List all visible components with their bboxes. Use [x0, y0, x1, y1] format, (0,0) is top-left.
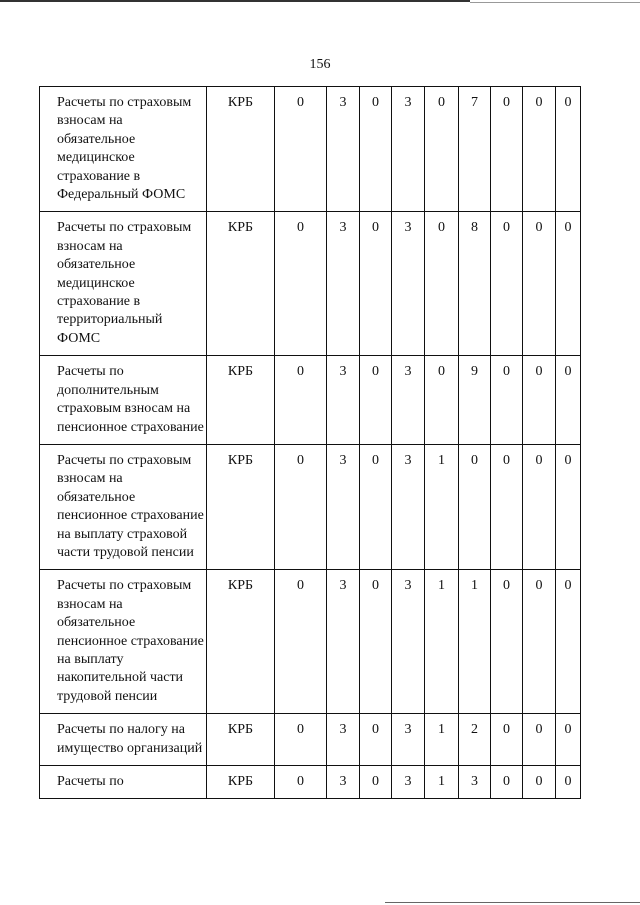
digit-cell: 0	[556, 356, 581, 445]
digit-cell: 0	[360, 570, 392, 714]
digit-cell: 1	[425, 570, 459, 714]
digit-cell: 0	[275, 212, 327, 356]
digit-cell: 3	[392, 212, 425, 356]
digit-cell: 0	[425, 212, 459, 356]
account-name-cell: Расчеты по страховым взносам на обязательное медицинское страхование в Федеральный ФОМС	[40, 87, 207, 212]
table-row	[40, 444, 581, 569]
digit-cell: 0	[556, 212, 581, 356]
digit-cell: 7	[459, 87, 491, 212]
digit-cell: 3	[392, 766, 425, 799]
table-row	[40, 212, 581, 356]
digit-cell: 0	[491, 212, 523, 356]
digit-cell: 0	[491, 356, 523, 445]
account-name-cell: Расчеты по налогу на имущество организаций	[40, 714, 207, 766]
digit-cell: 1	[425, 766, 459, 799]
table-row	[40, 570, 581, 714]
digit-cell: 0	[523, 356, 556, 445]
account-name-cell: Расчеты по страховым взносам на обязательное пенсионное страхование на выплату страховой части трудовой пенсии	[40, 444, 207, 569]
digit-cell: 2	[459, 714, 491, 766]
digit-cell: 0	[491, 766, 523, 799]
digit-cell: 0	[275, 356, 327, 445]
digit-cell: 3	[327, 766, 360, 799]
digit-cell: 0	[360, 212, 392, 356]
digit-cell: 0	[556, 714, 581, 766]
account-name-cell: Расчеты по страховым взносам на обязательное медицинское страхование в территориальный ФОМС	[40, 212, 207, 356]
digit-cell: 1	[425, 444, 459, 569]
digit-cell: 3	[327, 444, 360, 569]
digit-cell: 0	[459, 444, 491, 569]
digit-cell: 0	[491, 570, 523, 714]
digit-cell: 3	[392, 87, 425, 212]
digit-cell: 3	[392, 570, 425, 714]
account-code-cell: КРБ	[207, 444, 275, 569]
table-body	[40, 87, 581, 799]
account-code-cell: КРБ	[207, 570, 275, 714]
digit-cell: 0	[275, 444, 327, 569]
digit-cell: 0	[275, 766, 327, 799]
account-code-cell: КРБ	[207, 714, 275, 766]
digit-cell: 0	[360, 766, 392, 799]
digit-cell: 0	[556, 570, 581, 714]
digit-cell: 0	[425, 87, 459, 212]
account-code-cell: КРБ	[207, 356, 275, 445]
digit-cell: 0	[491, 444, 523, 569]
digit-cell: 3	[327, 87, 360, 212]
digit-cell: 0	[360, 356, 392, 445]
digit-cell: 3	[392, 444, 425, 569]
digit-cell: 8	[459, 212, 491, 356]
page-number: 156	[309, 57, 331, 72]
digit-cell: 3	[327, 356, 360, 445]
digit-cell: 0	[523, 714, 556, 766]
digit-cell: 3	[392, 714, 425, 766]
account-name-cell: Расчеты по дополнительным страховым взносам на пенсионное страхование	[40, 356, 207, 445]
digit-cell: 0	[360, 714, 392, 766]
digit-cell: 0	[491, 714, 523, 766]
digit-cell: 0	[556, 766, 581, 799]
digit-cell: 3	[392, 356, 425, 445]
scan-edge-top-thin	[470, 2, 640, 3]
scan-edge-top	[0, 0, 470, 2]
digit-cell: 9	[459, 356, 491, 445]
scan-edge-bottom	[385, 902, 640, 903]
digit-cell: 0	[425, 356, 459, 445]
digit-cell: 1	[459, 570, 491, 714]
digit-cell: 0	[523, 87, 556, 212]
digit-cell: 0	[523, 570, 556, 714]
digit-cell: 0	[275, 714, 327, 766]
accounts-table	[39, 86, 581, 799]
account-name-cell: Расчеты по страховым взносам на обязательное пенсионное страхование на выплату накопительной части трудовой пенсии	[40, 570, 207, 714]
digit-cell: 0	[491, 87, 523, 212]
account-code-cell: КРБ	[207, 87, 275, 212]
digit-cell: 0	[275, 570, 327, 714]
digit-cell: 0	[360, 444, 392, 569]
digit-cell: 1	[425, 714, 459, 766]
digit-cell: 0	[556, 444, 581, 569]
table-row	[40, 766, 581, 799]
account-code-cell: КРБ	[207, 766, 275, 799]
digit-cell: 0	[275, 87, 327, 212]
account-code-cell: КРБ	[207, 212, 275, 356]
digit-cell: 3	[459, 766, 491, 799]
digit-cell: 0	[523, 212, 556, 356]
digit-cell: 3	[327, 212, 360, 356]
digit-cell: 0	[523, 766, 556, 799]
table-row	[40, 714, 581, 766]
digit-cell: 0	[360, 87, 392, 212]
digit-cell: 3	[327, 570, 360, 714]
table-row	[40, 356, 581, 445]
table-row	[40, 87, 581, 212]
account-name-cell: Расчеты по	[40, 766, 207, 799]
digit-cell: 3	[327, 714, 360, 766]
digit-cell: 0	[523, 444, 556, 569]
digit-cell: 0	[556, 87, 581, 212]
